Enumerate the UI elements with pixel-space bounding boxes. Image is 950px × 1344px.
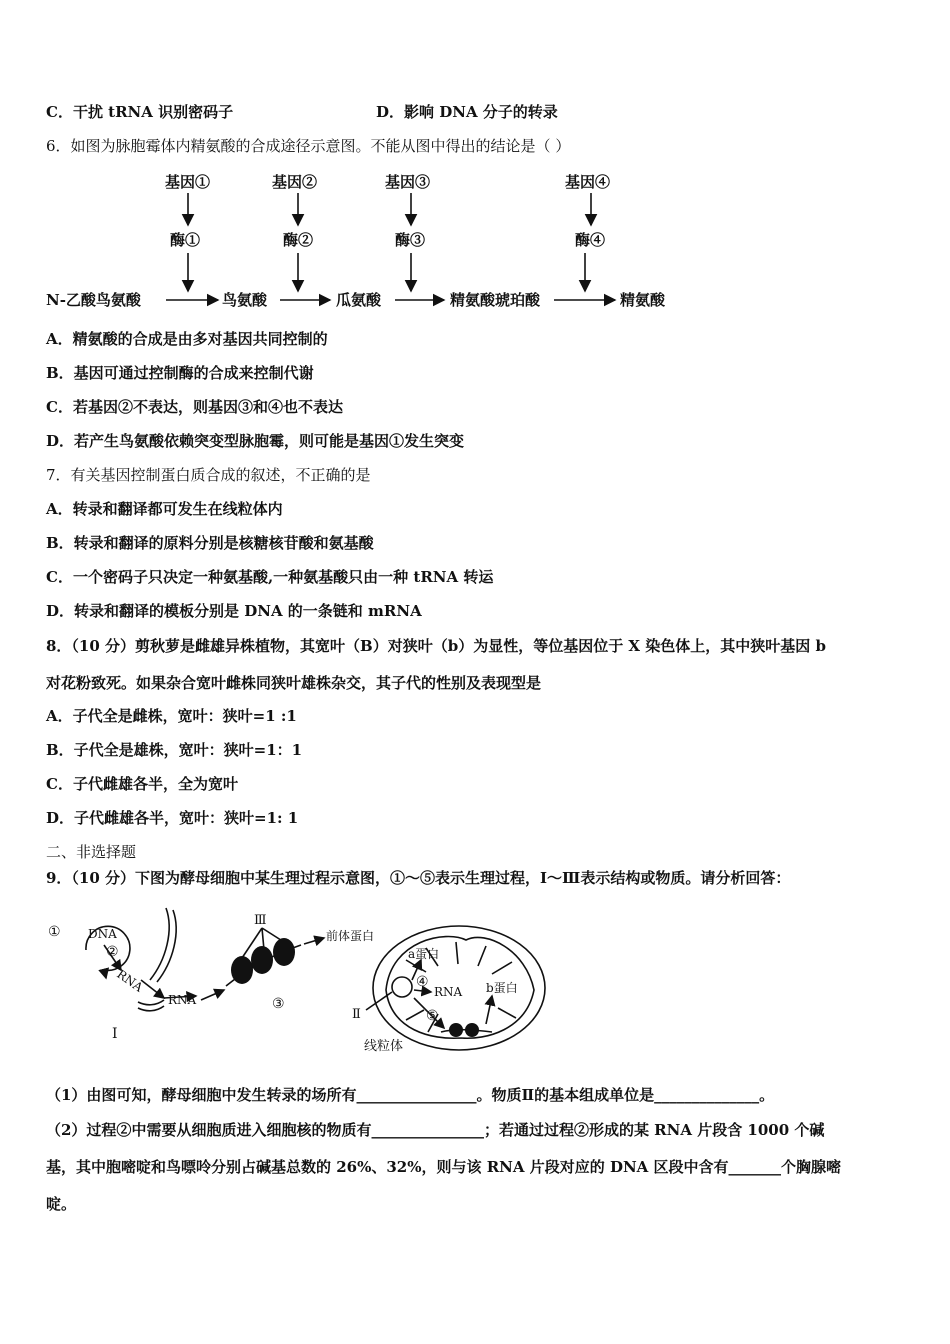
ribosome-2 <box>251 946 273 974</box>
q5-option-d: D．影响 DNA 分子的转录 <box>376 103 558 121</box>
ribosome-3 <box>273 938 295 966</box>
fig2-label-a-protein: a蛋白 <box>408 947 440 961</box>
enzyme-4-label: 酶④ <box>575 231 606 249</box>
q8-option-d: D．子代雌雄各半，宽叶：狭叶=1: 1 <box>46 809 299 827</box>
q8-stem-line2: 对花粉致死。如果杂合宽叶雌株同狭叶雄株杂交，其子代的性别及表现型是 <box>46 674 542 692</box>
gene-4-label: 基因④ <box>565 173 611 191</box>
mito-ribosome-1 <box>449 1023 463 1037</box>
fig2-label-rna-slant: RNA <box>114 966 146 995</box>
mito-dna <box>392 977 412 997</box>
q8-option-c: C．子代雌雄各半，全为宽叶 <box>46 775 238 793</box>
fig2-label-5: ⑤ <box>426 1008 439 1024</box>
enzyme-3-label: 酶③ <box>395 231 426 249</box>
q5-option-c: C．干扰 tRNA 识别密码子 <box>46 103 234 121</box>
q9-sub2-line1: （2）过程②中需要从细胞质进入细胞核的物质有_______________；若通过过程②形成的某 RNA 片段含 1000 个碱 <box>46 1121 825 1139</box>
fig2-label-II: Ⅱ <box>352 1007 361 1022</box>
fig2-label-b-protein: b蛋白 <box>486 981 518 995</box>
q9-stem: 9．（10 分）下图为酵母细胞中某生理过程示意图，①～⑤表示生理过程，Ⅰ～Ⅲ表示结构或物质。请分析回答： <box>46 869 791 887</box>
fig2-label-3: ③ <box>272 996 285 1012</box>
q9-sub2-line3: 啶。 <box>46 1195 77 1213</box>
gene-1-label: 基因① <box>165 173 211 191</box>
fig2-label-4: ④ <box>416 974 429 990</box>
q6-option-d: D．若产生鸟氨酸依赖突变型脉胞霉，则可能是基因①发生突变 <box>46 432 465 450</box>
fig2-label-1: ① <box>48 924 61 940</box>
pathway-n-acetylornithine: N-乙酸鸟氨酸 <box>46 291 141 309</box>
q7-option-b: B．转录和翻译的原料分别是核糖核苷酸和氨基酸 <box>46 534 374 552</box>
enzyme-1-label: 酶① <box>170 231 201 249</box>
q6-option-b: B．基因可通过控制酶的合成来控制代谢 <box>46 364 314 382</box>
q6-option-c: C．若基因②不表达，则基因③和④也不表达 <box>46 398 343 416</box>
q6-option-a: A．精氨酸的合成是由多对基因共同控制的 <box>46 330 328 348</box>
section-2-heading: 二、非选择题 <box>46 843 137 861</box>
pathway-citrulline: 瓜氨酸 <box>336 291 382 309</box>
q8-option-b: B．子代全是雄株，宽叶：狭叶=1：1 <box>46 741 303 759</box>
ribosome-1 <box>231 956 253 984</box>
q7-option-d: D．转录和翻译的模板分别是 DNA 的一条链和 mRNA <box>46 602 422 620</box>
fig2-label-rna: RNA <box>168 993 197 1007</box>
gene-2-label: 基因② <box>272 173 318 191</box>
arginine-pathway-figure <box>40 165 690 315</box>
enzyme-2-label: 酶② <box>283 231 314 249</box>
fig2-label-2: ② <box>106 944 119 960</box>
fig2-label-I: Ⅰ <box>112 1026 118 1042</box>
fig2-label-dna: DNA <box>88 927 117 941</box>
q8-option-a: A．子代全是雌株，宽叶：狭叶=1 :1 <box>46 707 297 725</box>
q6-stem: 6．如图为脉胞霉体内精氨酸的合成途径示意图。不能从图中得出的结论是（ ） <box>46 137 571 155</box>
fig2-label-mitochondrion: 线粒体 <box>364 1039 404 1054</box>
q9-sub1: （1）由图可知，酵母细胞中发生转录的场所有________________。物质Ⅱ的基本组成单位是______________。 <box>46 1086 775 1104</box>
fig2-label-precursor: 前体蛋白 <box>326 929 375 943</box>
gene-3-label: 基因③ <box>385 173 431 191</box>
pathway-ornithine: 鸟氨酸 <box>222 291 268 309</box>
pathway-argininosuccinate: 精氨酸琥珀酸 <box>450 291 541 309</box>
q7-option-c: C．一个密码子只决定一种氨基酸,一种氨基酸只由一种 tRNA 转运 <box>46 568 494 586</box>
q7-stem: 7．有关基因控制蛋白质合成的叙述，不正确的是 <box>46 466 371 484</box>
q8-stem-line1: 8．（10 分）剪秋萝是雌雄异株植物，其宽叶（B）对狭叶（b）为显性，等位基因位于 X 染色体上，其中狭叶基因 b <box>46 637 826 655</box>
yeast-process-figure <box>46 900 566 1065</box>
mito-ribosome-2 <box>465 1023 479 1037</box>
q7-option-a: A．转录和翻译都可发生在线粒体内 <box>46 500 283 518</box>
fig2-label-rna2: RNA <box>434 985 463 999</box>
fig2-label-III: Ⅲ <box>254 913 267 928</box>
q9-sub2-line2: 基，其中胞嘧啶和鸟嘌呤分别占碱基总数的 26%、32%，则与该 RNA 片段对应的 DNA 区段中含有_______个胸腺嘧 <box>46 1158 842 1176</box>
pathway-arginine: 精氨酸 <box>620 291 666 309</box>
nuclear-membrane-bottom <box>138 1000 164 1005</box>
